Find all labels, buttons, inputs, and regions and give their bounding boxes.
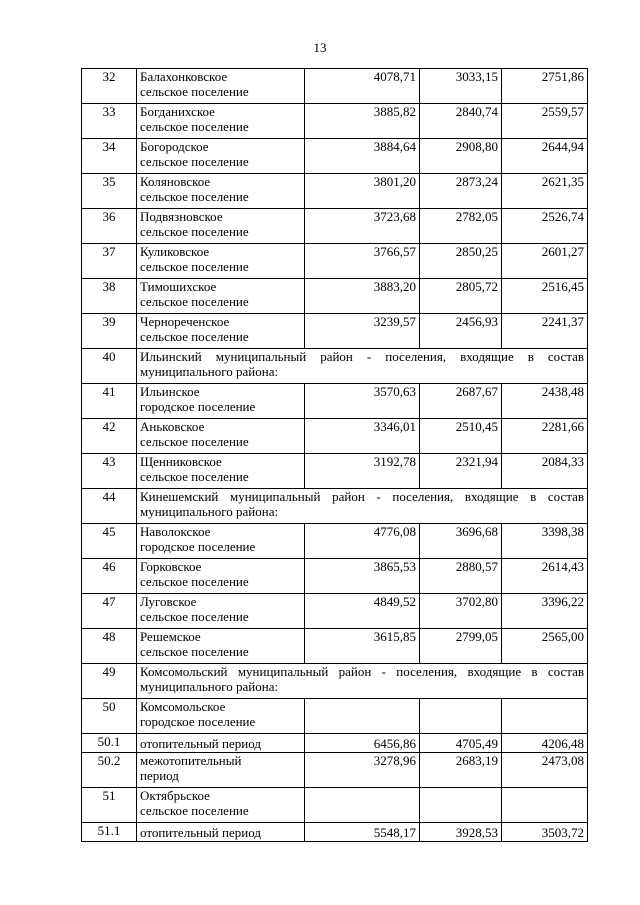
page-number: 13 — [313, 40, 327, 55]
settlement-name — [137, 753, 305, 788]
table-row — [82, 314, 588, 349]
table-row — [82, 69, 588, 104]
table-row — [82, 419, 588, 454]
value-cell-v3: 4206,48 — [502, 734, 588, 753]
value-cell-v2: 2850,25 — [420, 244, 502, 279]
settlement-name-line: Тимошихское — [140, 279, 217, 294]
row-number: 42 — [82, 419, 137, 454]
value-cell-v2 — [420, 699, 502, 734]
settlement-name-line: Горковское — [140, 559, 202, 574]
value-cell-v1: 4776,08 — [305, 524, 420, 559]
value-cell-v2: 2805,72 — [420, 279, 502, 314]
value-cell-v1: 3865,53 — [305, 559, 420, 594]
settlement-name — [137, 209, 305, 244]
value-cell-v3: 2526,74 — [502, 209, 588, 244]
value-cell-v2: 2799,05 — [420, 629, 502, 664]
settlement-name — [137, 174, 305, 209]
settlement-name-line: Октябрьское — [140, 788, 210, 803]
district-header: Ильинский муниципальный район - поселения, входящие в состав муниципального района: — [137, 349, 588, 384]
settlement-name-line: городское поселение — [140, 399, 256, 414]
table-row — [82, 279, 588, 314]
settlement-name-line: Богданихское — [140, 104, 215, 119]
table-row — [82, 139, 588, 174]
value-cell-v3: 2438,48 — [502, 384, 588, 419]
settlement-name — [137, 823, 305, 842]
settlement-name — [137, 559, 305, 594]
settlement-name — [137, 279, 305, 314]
value-cell-v2: 2782,05 — [420, 209, 502, 244]
tariff-table — [81, 68, 588, 842]
value-cell-v3 — [502, 788, 588, 823]
settlement-name-line: Подвязновское — [140, 209, 223, 224]
value-cell-v2: 2840,74 — [420, 104, 502, 139]
settlement-name-line: Куликовское — [140, 244, 210, 259]
value-cell-v1: 3885,82 — [305, 104, 420, 139]
value-cell-v2: 3696,68 — [420, 524, 502, 559]
value-cell-v1: 3278,96 — [305, 753, 420, 788]
settlement-name — [137, 734, 305, 753]
value-cell-v2: 3033,15 — [420, 69, 502, 104]
row-number: 41 — [82, 384, 137, 419]
value-cell-v3: 3398,38 — [502, 524, 588, 559]
settlement-name — [137, 699, 305, 734]
settlement-name — [137, 384, 305, 419]
table-row — [82, 788, 588, 823]
value-cell-v2: 2321,94 — [420, 454, 502, 489]
value-cell-v3: 2644,94 — [502, 139, 588, 174]
table-row — [82, 454, 588, 489]
value-cell-v1: 6456,86 — [305, 734, 420, 753]
value-cell-v2: 2683,19 — [420, 753, 502, 788]
value-cell-v1: 3192,78 — [305, 454, 420, 489]
table-row — [82, 823, 588, 842]
settlement-name-line: Коляновское — [140, 174, 211, 189]
table-row — [82, 629, 588, 664]
settlement-name — [137, 69, 305, 104]
row-number: 37 — [82, 244, 137, 279]
table-row — [82, 734, 588, 753]
table-body — [82, 69, 588, 842]
settlement-name-line: сельское поселение — [140, 224, 249, 239]
settlement-name-line: сельское поселение — [140, 609, 249, 624]
settlement-name-line: Комсомольское — [140, 699, 226, 714]
table-row — [82, 209, 588, 244]
value-cell-v3: 2281,66 — [502, 419, 588, 454]
value-cell-v2: 2456,93 — [420, 314, 502, 349]
settlement-name-line: Ильинское — [140, 384, 200, 399]
value-cell-v1: 4078,71 — [305, 69, 420, 104]
settlement-name — [137, 244, 305, 279]
row-number: 46 — [82, 559, 137, 594]
settlement-name-line: сельское поселение — [140, 803, 249, 818]
settlement-name-line: сельское поселение — [140, 329, 249, 344]
table-row — [82, 349, 588, 384]
settlement-name — [137, 788, 305, 823]
table-row — [82, 174, 588, 209]
settlement-name — [137, 629, 305, 664]
settlement-name-line: сельское поселение — [140, 644, 249, 659]
value-cell-v3: 3503,72 — [502, 823, 588, 842]
settlement-name — [137, 419, 305, 454]
table-row — [82, 104, 588, 139]
row-number: 39 — [82, 314, 137, 349]
settlement-name-line: Богородское — [140, 139, 209, 154]
district-header: Комсомольский муниципальный район - поселения, входящие в состав муниципального района: — [137, 664, 588, 699]
value-cell-v3 — [502, 699, 588, 734]
table-row — [82, 384, 588, 419]
value-cell-v1 — [305, 788, 420, 823]
settlement-name-line: сельское поселение — [140, 119, 249, 134]
row-number: 43 — [82, 454, 137, 489]
settlement-name-line: сельское поселение — [140, 189, 249, 204]
value-cell-v1: 3570,63 — [305, 384, 420, 419]
value-cell-v3: 2601,27 — [502, 244, 588, 279]
row-number: 45 — [82, 524, 137, 559]
row-number: 34 — [82, 139, 137, 174]
value-cell-v2 — [420, 788, 502, 823]
value-cell-v1: 5548,17 — [305, 823, 420, 842]
value-cell-v2: 2880,57 — [420, 559, 502, 594]
table-row — [82, 753, 588, 788]
settlement-name — [137, 104, 305, 139]
value-cell-v1: 3884,64 — [305, 139, 420, 174]
value-cell-v1: 3346,01 — [305, 419, 420, 454]
settlement-name-line: сельское поселение — [140, 84, 249, 99]
settlement-name-line: межотопительный — [140, 753, 242, 768]
value-cell-v3: 2559,57 — [502, 104, 588, 139]
row-number: 32 — [82, 69, 137, 104]
table-row — [82, 244, 588, 279]
value-cell-v2: 4705,49 — [420, 734, 502, 753]
row-number: 50.2 — [82, 753, 137, 788]
value-cell-v3: 2614,43 — [502, 559, 588, 594]
value-cell-v2: 3702,80 — [420, 594, 502, 629]
value-cell-v1: 3766,57 — [305, 244, 420, 279]
value-cell-v3: 3396,22 — [502, 594, 588, 629]
value-cell-v1: 3239,57 — [305, 314, 420, 349]
settlement-name-line: сельское поселение — [140, 434, 249, 449]
settlement-name — [137, 314, 305, 349]
settlement-name-line: сельское поселение — [140, 574, 249, 589]
value-cell-v3: 2241,37 — [502, 314, 588, 349]
value-cell-v3: 2473,08 — [502, 753, 588, 788]
table-row — [82, 699, 588, 734]
settlement-name-line: Решемское — [140, 629, 201, 644]
row-number: 35 — [82, 174, 137, 209]
value-cell-v2: 2908,80 — [420, 139, 502, 174]
table-row — [82, 559, 588, 594]
row-number: 51.1 — [82, 823, 137, 842]
value-cell-v1: 3883,20 — [305, 279, 420, 314]
settlement-name-line: Чернореченское — [140, 314, 230, 329]
row-number: 47 — [82, 594, 137, 629]
settlement-name-line: Балахонковское — [140, 69, 228, 84]
settlement-name-line: сельское поселение — [140, 154, 249, 169]
table-row — [82, 594, 588, 629]
row-number: 33 — [82, 104, 137, 139]
settlement-name-line: сельское поселение — [140, 469, 249, 484]
value-cell-v3: 2084,33 — [502, 454, 588, 489]
value-cell-v3: 2751,86 — [502, 69, 588, 104]
settlement-name-line: сельское поселение — [140, 259, 249, 274]
value-cell-v3: 2516,45 — [502, 279, 588, 314]
settlement-name-line: сельское поселение — [140, 294, 249, 309]
settlement-name — [137, 454, 305, 489]
row-number: 40 — [82, 349, 137, 384]
value-cell-v2: 2510,45 — [420, 419, 502, 454]
row-number: 48 — [82, 629, 137, 664]
value-cell-v1: 3723,68 — [305, 209, 420, 244]
settlement-name-line: период — [140, 768, 179, 783]
row-number: 38 — [82, 279, 137, 314]
settlement-name — [137, 594, 305, 629]
row-number: 50 — [82, 699, 137, 734]
district-header: Кинешемский муниципальный район - поселения, входящие в состав муниципального района: — [137, 489, 588, 524]
table-row — [82, 489, 588, 524]
row-number: 51 — [82, 788, 137, 823]
settlement-name — [137, 524, 305, 559]
settlement-name-line: отопительный период — [140, 735, 261, 751]
value-cell-v2: 2873,24 — [420, 174, 502, 209]
settlement-name-line: Аньковское — [140, 419, 205, 434]
row-number: 50.1 — [82, 734, 137, 753]
settlement-name-line: Щенниковское — [140, 454, 222, 469]
value-cell-v1: 4849,52 — [305, 594, 420, 629]
settlement-name-line: Луговское — [140, 594, 197, 609]
table-row — [82, 524, 588, 559]
table-row — [82, 664, 588, 699]
value-cell-v1: 3801,20 — [305, 174, 420, 209]
settlement-name-line: Наволокское — [140, 524, 211, 539]
row-number: 44 — [82, 489, 137, 524]
value-cell-v1 — [305, 699, 420, 734]
row-number: 49 — [82, 664, 137, 699]
value-cell-v3: 2565,00 — [502, 629, 588, 664]
settlement-name-line: городское поселение — [140, 714, 256, 729]
value-cell-v1: 3615,85 — [305, 629, 420, 664]
settlement-name — [137, 139, 305, 174]
value-cell-v3: 2621,35 — [502, 174, 588, 209]
value-cell-v2: 3928,53 — [420, 823, 502, 842]
settlement-name-line: отопительный период — [140, 824, 261, 840]
row-number: 36 — [82, 209, 137, 244]
value-cell-v2: 2687,67 — [420, 384, 502, 419]
settlement-name-line: городское поселение — [140, 539, 256, 554]
